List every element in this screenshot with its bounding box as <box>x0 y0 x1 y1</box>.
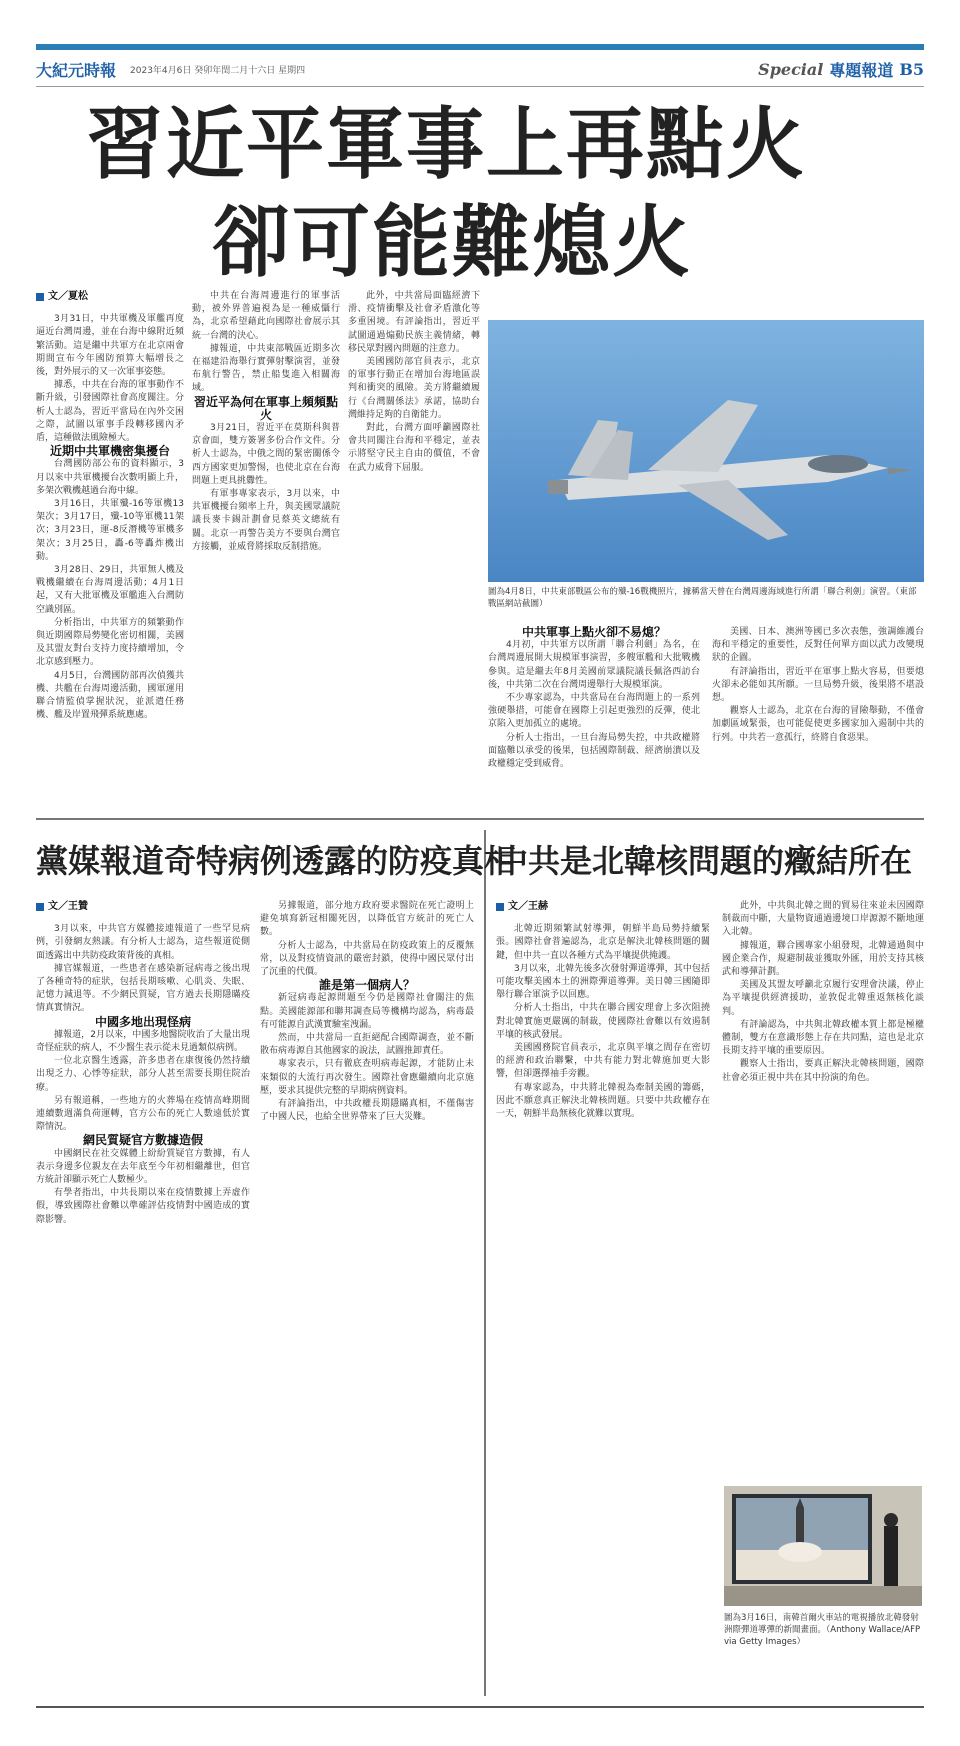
paragraph: 有專家認為，中共將北韓視為牽制美國的籌碼，因此不願意真正解決北韓核問題。只要中共政權存在一天，朝鮮半島無核化就難以實現。 <box>496 1082 710 1120</box>
paragraph: 此外，中共與北韓之間的貿易往來並未因國際制裁而中斷，大量物資通過邊境口岸源源不斷地運入北韓。 <box>722 901 924 938</box>
subheading: 誰是第一個病人？ <box>318 978 415 993</box>
paragraph: 中國網民在社交媒體上紛紛質疑官方數據，有人表示身邊多位親友在去年底至今年初相繼離世，但官方統計卻顯示死亡人數極少。 <box>36 1148 250 1186</box>
paragraph: 3月16日，共軍殲-16等軍機13架次；3月17日，殲-10等軍機11架次；3月23日，運-8反潛機等軍機多架次；3月25日，轟-6等轟炸機出動。 <box>36 499 184 562</box>
paragraph: 一位北京醫生透露，許多患者在康復後仍然持續出現乏力、心悸等症狀，部分人甚至需要長期住院治療。 <box>36 1056 250 1093</box>
paragraph: 然而，中共當局一直拒絕配合國際調查，並不斷散布病毒源自其他國家的說法，試圖推卸責任。 <box>260 1033 474 1057</box>
paragraph: 據報道，聯合國專家小組發現，北韓通過與中國企業合作，規避制裁並獲取外匯，用於支持其核武和導彈計劃。 <box>722 940 924 978</box>
article2-column-1 <box>36 900 250 1696</box>
page-number: B5 <box>899 59 924 79</box>
paragraph: 4月5日，台灣國防部再次偵獲共機、共艦在台海周邊活動，國軍運用聯合情監偵掌握狀況，並派遣任務機、艦及岸置飛彈系統應處。 <box>36 670 184 721</box>
paragraph: 4月初，中共軍方以所謂「聯合利劍」為名，在台灣周邊展開大規模軍事演習，多艘軍艦和大批戰機參與。這是繼去年8月美國前眾議院議長佩洛西訪台後，中共第二次在台灣周邊舉行大規模軍演。 <box>488 640 700 690</box>
paragraph: 另有報道稱，一些地方的火葬場在疫情高峰期間連續數週滿負荷運轉，官方公布的死亡人數遠低於實際情況。 <box>36 1095 250 1133</box>
article3-column-2 <box>722 900 924 1478</box>
paragraph: 據報道，中共東部戰區近期多次在福建沿海舉行實彈射擊演習，並發布航行警告，禁止船隻進入相關海域。 <box>192 343 340 394</box>
paragraph: 此外，中共當局面臨經濟下滑、疫情衝擊及社會矛盾激化等多重困境。有評論指出，習近平試圖通過煽動民族主義情緒，轉移民眾對國內問題的注意力。 <box>348 291 480 354</box>
paragraph: 美國、日本、澳洲等國已多次表態，強調維護台海和平穩定的重要性，反對任何單方面以武力改變現狀的企圖。 <box>712 627 924 664</box>
article1-column-4 <box>712 626 924 802</box>
article3-byline <box>496 900 710 913</box>
subheading: 習近平為何在軍事上頻頻點火 <box>193 394 338 422</box>
paragraph: 新冠病毒起源問題至今仍是國際社會關注的焦點。美國能源部和聯邦調查局等機構均認為，病毒最有可能源自武漢實驗室洩漏。 <box>260 993 474 1030</box>
byline-marker-icon <box>36 293 44 301</box>
paragraph: 據悉，中共在台海的軍事動作不斷升級，引發國際社會高度關注。分析人士認為，習近平當局在內外交困之際，試圖以軍事手段轉移國內矛盾，這種做法風險極大。 <box>36 380 184 444</box>
paragraph: 3月31日，中共軍機及軍艦再度逼近台灣周邊，並在台海中線附近頻繁活動。這是繼中共軍方在北京兩會期間宣布今年國防預算大幅增長之後，對外展示的又一次軍事姿態。 <box>36 314 184 378</box>
article1-column-2 <box>348 290 480 802</box>
paragraph: 對此，台灣方面呼籲國際社會共同關注台海和平穩定，並表示將堅守民主自由的價值，不會在武力威脅下屈服。 <box>348 423 480 473</box>
issue-date: 2023年4月6日 癸卯年閏二月十六日 星期四 <box>130 65 306 76</box>
byline-text: 文／王赫 <box>508 901 548 912</box>
article1-byline <box>36 290 184 303</box>
top-color-bar <box>36 44 924 50</box>
missile-news-image <box>724 1486 922 1606</box>
section-label <box>758 58 924 81</box>
masthead-rule <box>36 86 924 87</box>
paragraph: 北韓近期頻繁試射導彈，朝鮮半島局勢持續緊張。國際社會普遍認為，北京是解決北韓核問題的關鍵，但中共一直以各種方式為平壤提供掩護。 <box>496 924 710 961</box>
byline-marker-icon <box>36 903 44 911</box>
newspaper-logo[interactable]: 大紀元時報 <box>36 60 117 80</box>
subheading: 中國多地出現怪病 <box>94 1014 191 1029</box>
paragraph: 3月21日，習近平在莫斯科與普京會面，雙方簽署多份合作文件。分析人士認為，中俄之間的緊密關係令西方國家更加警惕，也使北京在台海問題上更具挑釁性。 <box>192 423 340 486</box>
subheading: 中共軍事上點火卻不易熄？ <box>521 626 666 639</box>
byline-text: 文／王贊 <box>48 901 88 912</box>
special-label: Special <box>758 59 824 79</box>
photo-caption: 圖為4月8日，中共東部戰區公布的殲-16戰機照片，據稱當天曾在台灣周邊海域進行所謂「聯合利劍」演習。（東部戰區網站截圖） <box>488 587 917 609</box>
article1-column-1b <box>192 290 340 802</box>
paragraph: 美國國務院官員表示，北京與平壤之間存在密切的經濟和政治聯繫，中共有能力對北韓施加更大影響，但卻選擇袖手旁觀。 <box>496 1043 710 1080</box>
masthead <box>36 58 924 80</box>
main-headline-line1: 習近平軍事上再點火 <box>86 99 807 190</box>
article1-column-1 <box>36 290 184 802</box>
main-headline-line2: 卻可能難熄火 <box>212 197 693 288</box>
paragraph: 據官媒報道，一些患者在感染新冠病毒之後出現了各種奇特的症狀，包括長期咳嗽、心肌炎、失眠、記憶力減退等。不少網民質疑，官方過去長期隱瞞疫情真實情況。 <box>36 963 250 1014</box>
paragraph: 3月以來，中共官方媒體接連報道了一些罕見病例，引發網友熱議。有分析人士認為，這些報道從側面透露出中共防疫政策背後的真相。 <box>36 924 250 961</box>
paragraph: 有評論指出，習近平在軍事上點火容易，但要熄火卻未必能如其所願。一旦局勢升級，後果將不堪設想。 <box>712 666 924 704</box>
bottom-rule <box>36 1706 924 1708</box>
section-name: 專題報道 <box>829 60 894 80</box>
paragraph: 不少專家認為，中共當局在台海問題上的一系列強硬舉措，可能會在國際上引起更強烈的反彈，使北京陷入更加孤立的處境。 <box>488 693 700 730</box>
paragraph: 有軍事專家表示，3月以來，中共軍機擾台頻率上升，與美國眾議院議長麥卡錫計劃會見蔡英文總統有關。北京一再警告美方不要與台灣官方接觸，並威脅將採取反制措施。 <box>192 489 340 552</box>
byline-marker-icon <box>496 903 504 911</box>
paragraph: 3月28日、29日，共軍無人機及戰機繼續在台海周邊活動；4月1日起，又有大批軍機及軍艦進入台灣防空識別區。 <box>36 565 184 615</box>
paragraph: 分析人士指出，一旦台海局勢失控，中共政權將面臨難以承受的後果，包括國際制裁、經濟崩潰以及政權穩定受到威脅。 <box>488 732 700 770</box>
section-divider <box>36 818 924 820</box>
article3-title: 中共是北韓核問題的癥結所在 <box>496 842 913 880</box>
paragraph: 分析人士認為，中共當局在防疫政策上的反覆無常，以及對疫情資訊的嚴密封鎖，使得中國民眾付出了沉重的代價。 <box>260 940 474 978</box>
missile-news-photo[interactable] <box>724 1486 922 1606</box>
subheading: 網民質疑官方數據造假 <box>82 1133 203 1148</box>
photo2-caption: 圖為3月16日，南韓首爾火車站的電視播放北韓發射洲際彈道導彈的新聞畫面。（Anthony Wallace/AFP via Getty Images） <box>724 1613 921 1647</box>
paragraph: 3月以來，北韓先後多次發射彈道導彈，其中包括可能攻擊美國本土的洲際彈道導彈。美日韓三國隨即舉行聯合軍演予以回應。 <box>496 963 710 1001</box>
article2-column-2 <box>260 900 474 1696</box>
article1-column-3 <box>488 626 700 802</box>
article2-byline <box>36 900 250 913</box>
paragraph: 另據報道，部分地方政府要求醫院在死亡證明上避免填寫新冠相關死因，以降低官方統計的死亡人數。 <box>260 901 474 938</box>
fighter-jet-photo[interactable] <box>488 320 924 582</box>
column-divider <box>484 830 486 1696</box>
fighter-jet-image <box>488 320 924 582</box>
paragraph: 美國及其盟友呼籲北京履行安理會決議，停止為平壤提供經濟援助，並敦促北韓重返無核化談判。 <box>722 980 924 1017</box>
paragraph: 觀察人士認為，北京在台海的冒險舉動，不僅會加劇區域緊張，也可能促使更多國家加入遏制中共的行列。中共若一意孤行，終將自食惡果。 <box>712 706 924 743</box>
paragraph: 美國國防部官員表示，北京的軍事行動正在增加台海地區誤判和衝突的風險。美方將繼續履行《台灣關係法》承諾，協助台灣維持足夠的自衛能力。 <box>348 357 480 420</box>
paragraph: 有評論指出，中共政權長期隱瞞真相，不僅傷害了中國人民，也給全世界帶來了巨大災難。 <box>260 1099 474 1123</box>
subheading: 近期中共軍機密集擾台 <box>49 444 170 459</box>
paragraph: 中共在台海周邊進行的軍事活動，被外界普遍視為是一種威懾行為，北京希望藉此向國際社會展示其統一台灣的決心。 <box>192 291 340 341</box>
paragraph: 觀察人士指出，要真正解決北韓核問題，國際社會必須正視中共在其中扮演的角色。 <box>722 1059 924 1083</box>
paragraph: 有評論認為，中共與北韓政權本質上都是極權體制，雙方在意識形態上存在共同點，這也是北京長期支持平壤的重要原因。 <box>722 1019 924 1057</box>
paragraph: 台灣國防部公布的資料顯示，3月以來中共軍機擾台次數明顯上升，多架次戰機越過台海中線。 <box>36 459 184 496</box>
byline-text: 文／夏松 <box>48 291 88 302</box>
article2-title: 黨媒報道奇特病例透露的防疫真相 <box>36 842 517 880</box>
paragraph: 專家表示，只有徹底查明病毒起源，才能防止未來類似的大流行再次發生。國際社會應繼續向北京施壓，要求其提供完整的早期病例資料。 <box>260 1059 474 1096</box>
paragraph: 分析指出，中共軍方的頻繁動作與近期國際局勢變化密切相關，美國及其盟友對台支持力度持續增加，令北京感到壓力。 <box>36 617 184 668</box>
paragraph: 有學者指出，中共長期以來在疫情數據上弄虛作假，導致國際社會難以準確評估疫情對中國造成的實際影響。 <box>36 1188 250 1225</box>
paragraph: 分析人士指出，中共在聯合國安理會上多次阻撓對北韓實施更嚴厲的制裁，使國際社會難以有效遏制平壤的核武發展。 <box>496 1003 710 1040</box>
article3-column-1 <box>496 900 710 1696</box>
paragraph: 據報道，2月以來，中國多地醫院收治了大量出現奇怪症狀的病人，不少醫生表示從未見過類似病例。 <box>36 1029 250 1054</box>
